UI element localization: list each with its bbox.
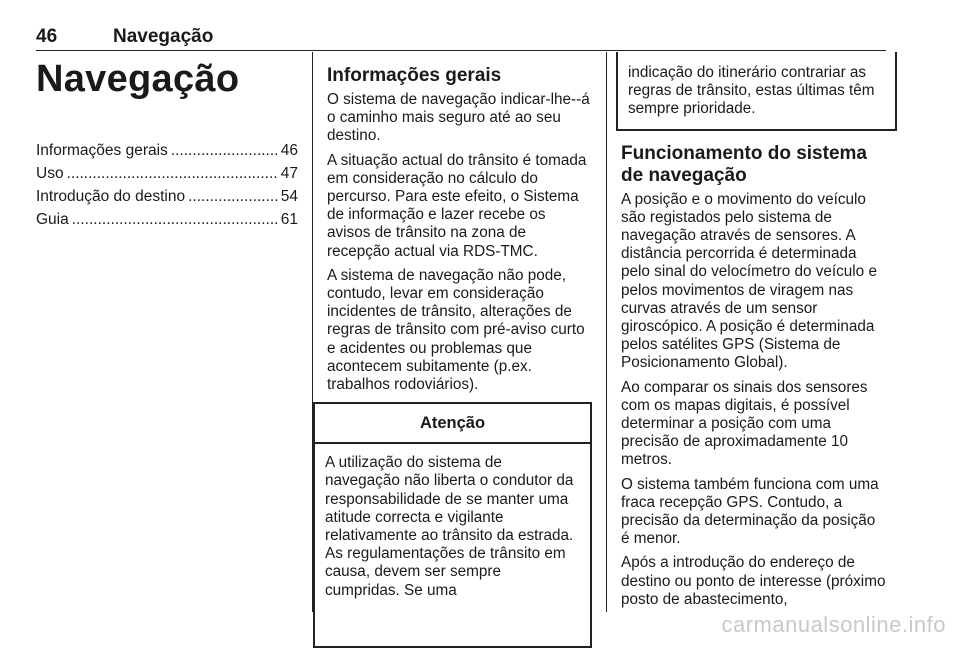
section-heading-informacoes-gerais: Informações gerais (327, 65, 502, 86)
toc-leader (72, 208, 278, 231)
toc-entry-label: Guia (36, 211, 69, 228)
notice-text: A utilização do sistema de navegação não liberta o condutor da responsabilidade de se manter uma atitude correcta e vigilante relativamente ao trânsito da estrada. As regulamentações de trânsito em causa, devem ser sempre cumpridas. Se uma (325, 454, 574, 599)
column-1 (36, 55, 298, 231)
notice-title: Atenção (315, 402, 590, 444)
column-divider-2 (606, 52, 607, 612)
toc-leader (171, 139, 278, 162)
toc-entry-label: Introdução do destino (36, 188, 186, 205)
watermark-text: carmanualsonline.info (721, 612, 946, 637)
toc-entry-label: Uso (36, 165, 64, 182)
paragraph: Após a introdução do endereço de destino ou ponto de interesse (próximo posto de abastecimento, (621, 554, 886, 608)
running-section-title: Navegação (113, 26, 214, 47)
toc-entry-page: 46 (280, 142, 298, 159)
toc-entry-informacoes-gerais[interactable] (36, 139, 298, 162)
toc-leader (67, 162, 278, 185)
toc-entry-label: Informações gerais (36, 142, 168, 159)
paragraph: A sistema de navegação não pode, contudo, levar em consideração incidentes de trânsito, alterações de regras de trânsito com pré-aviso curto e acidentes ou problemas que acontecem subitamente (p.ex. trabalhos rodoviários). (327, 266, 585, 394)
toc-entry-page: 61 (280, 211, 298, 228)
warning-notice-continued: indicação do itinerário contrariar as regras de trânsito, estas últimas têm sempre prioridade. (616, 52, 897, 131)
chapter-title: Navegação (36, 58, 240, 100)
toc-entry-page: 54 (280, 188, 298, 205)
warning-notice-box (313, 402, 592, 648)
section-heading-funcionamento: Funcionamento do sistema de navegação (621, 142, 867, 186)
column-3 (621, 52, 886, 615)
page-header (36, 22, 886, 51)
paragraph: O sistema de navegação indicar-lhe--á o caminho mais seguro até ao seu destino. (327, 91, 590, 145)
paragraph: O sistema também funciona com uma fraca recepção GPS. Contudo, a precisão da determinação da posição é menor. (621, 475, 879, 548)
page-number: 46 (36, 26, 58, 47)
paragraph: A posição e o movimento do veículo são registados pelo sistema de navegação através de sensores. A distância percorrida é determinada pelo sinal do velocímetro do veículo e pelos movimentos de viragem nas curvas através de um sensor giroscópico. A posição é determinada pelos satélites GPS (Sistema de Posicionamento Global). (621, 190, 877, 372)
toc-leader (188, 185, 278, 208)
table-of-contents (36, 139, 298, 231)
column-2 (327, 65, 592, 648)
toc-entry-guia[interactable] (36, 208, 298, 231)
paragraph: A situação actual do trânsito é tomada em consideração no cálculo do percurso. Para este efeito, o Sistema de informação e lazer recebe os avisos de trânsito na zona de recepção actual via RDS-TMC. (327, 151, 587, 260)
toc-entry-uso[interactable] (36, 162, 298, 185)
toc-entry-introducao-destino[interactable] (36, 185, 298, 208)
paragraph: Ao comparar os sinais dos sensores com os mapas digitais, é possível determinar a posição com uma precisão de aproximadamente 10 metros. (621, 378, 868, 469)
toc-entry-page: 47 (280, 165, 298, 182)
